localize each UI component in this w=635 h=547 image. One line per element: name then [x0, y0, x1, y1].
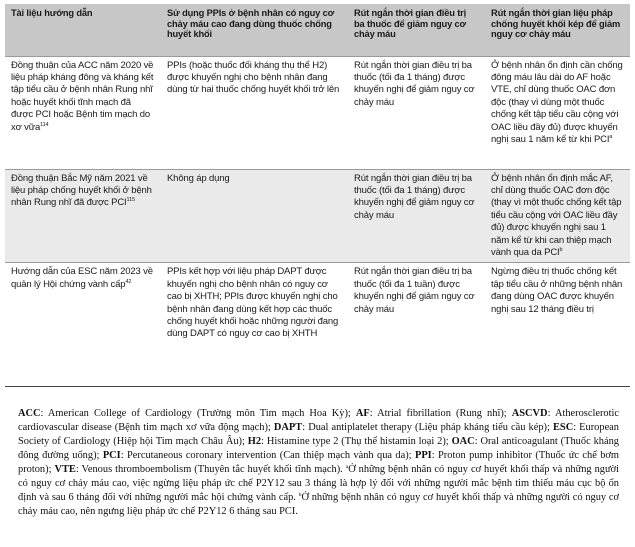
cell-ppi: PPIs (hoặc thuốc đối kháng thụ thể H2) được khuyến nghị cho bệnh nhân đang dùng từ hai thuốc chống huyết khối trở lên — [161, 56, 348, 169]
footnote-mark-a: a — [345, 464, 349, 470]
cell-dual-therapy: Ngừng điều trị thuốc chống kết tập tiểu cầu ở những bệnh nhân đang dùng OAC được khuyến nghị sau 12 tháng điều trị — [485, 263, 630, 387]
footnote-note-a: Ở những bệnh nhân có nguy cơ huyết khối thấp và những người có nguy cơ chảy máu cao, việc ngừng liệu pháp ức chế P2Y12 sau 3 tháng là hợp lý đối với những người mắc bệnh tim thiếu máu cục bộ ổn định và sau 6 tháng đối với những người mắc hội chứng vành cấp. — [18, 464, 620, 503]
footnote-note-b: Ở những bệnh nhân có nguy cơ huyết khối thấp và những người có nguy cơ chảy máu cao, nên ngưng liệu pháp ức chế P2Y12 6 tháng sau PCI. — [18, 492, 619, 517]
cell-dual-therapy: Ở bệnh nhân ổn định mắc AF, chỉ dùng thuốc OAC đơn độc (thay vì một thuốc chống kết tập tiểu cầu cộng với OAC liều đầy đủ) được khuyến nghị sau 1 năm kể từ khi can thiệp mạch vành qua da PCI$^b$ — [485, 169, 630, 263]
reference-mark: 115 — [126, 197, 135, 204]
cell-ppi: Không áp dụng — [161, 169, 348, 263]
cell-triple-therapy: Rút ngắn thời gian điều trị ba thuốc (tối đa 1 tháng) được khuyến nghị để giảm nguy cơ chảy máu — [348, 56, 485, 169]
cell-triple-therapy: Rút ngắn thời gian điều trị ba thuốc (tối đa 1 tuần) được khuyến nghị để giảm nguy cơ chảy máu — [348, 263, 485, 387]
cell-dual-therapy: Ở bệnh nhân ổn định cần chống đông máu lâu dài do AF hoặc VTE, chỉ dùng thuốc OAC đơn độc (thay vì dùng một thuốc chống kết tập tiểu cầu cộng với OAC liều đầy đủ) được khuyến nghị sau 1 năm kể từ khi PCI$^a$ — [485, 56, 630, 169]
header-triple-therapy: Rút ngắn thời gian điều trị ba thuốc để giảm nguy cơ chảy máu — [348, 4, 485, 56]
cell-triple-therapy: Rút ngắn thời gian điều trị ba thuốc (tối đa 1 tháng) được khuyến nghị để giảm nguy cơ chảy máu — [348, 169, 485, 263]
guideline-table-container — [5, 4, 630, 400]
footnote-mark: a — [609, 133, 613, 140]
header-guideline: Tài liệu hướng dẫn — [5, 4, 161, 56]
table-row — [5, 56, 630, 169]
cell-guideline: Đồng thuận của ACC năm 2020 về liệu pháp kháng đông và kháng kết tập tiểu cầu ở bệnh nhân Rung nhĩ hoặc huyết khối tĩnh mạch đã được PCI hoặc Bệnh tim mạch do xơ vữa$^{114}$ — [5, 56, 161, 169]
footnote-abbreviations: ACC: American College of Cardiology (Trường môn Tim mạch Hoa Kỳ); AF: Atrial fibrillation (Rung nhĩ); ASCVD: Atherosclerotic cardiovascular disease (Bệnh tim mạch xơ vữa động mạch); DAPT: Dual antiplatelet therapy (Liệu pháp kháng tiểu cầu kép); ESC: European Society of Cardiology (Hiệp hội Tim mạch Châu Âu); H2: Histamine type 2 (Thụ thể histamin loại 2); OAC: Oral anticoagulant (Thuốc kháng đông đường uống); PCI: Percutaneous coronary intervention (Can thiệp mạch vành qua da); PPI: Proton pump inhibitor (Thuốc ức chế bơm proton); VTE: Venous thromboembolism (Thuyên tắc huyết khối tĩnh mạch). — [18, 408, 620, 475]
header-ppi: Sử dụng PPIs ở bệnh nhân có nguy cơ chảy máu cao đang dùng thuốc chống huyết khối — [161, 4, 348, 56]
cell-ppi: PPIs kết hợp với liệu pháp DAPT được khuyến nghị cho bệnh nhân có nguy cơ cao bị XHTH; PPIs được khuyến nghị cho bệnh nhân đang dùng kết hợp các thuốc chống huyết khối hoặc những người đang dùng DAPT có nguy cơ cao bị XHTH — [161, 263, 348, 387]
table-row — [5, 169, 630, 263]
footnote-mark-b: b — [298, 492, 302, 498]
table-footnote — [18, 407, 619, 519]
table-header-row — [5, 4, 630, 56]
cell-guideline: Đồng thuận Bắc Mỹ năm 2021 về liệu pháp chống huyết khối ở bệnh nhân Rung nhĩ đã được PCI$^{115}$ — [5, 169, 161, 263]
footnote-mark: b — [559, 246, 563, 253]
table-row — [5, 263, 630, 387]
header-dual-therapy: Rút ngắn thời gian liệu pháp chống huyết khối kép để giảm nguy cơ chảy máu — [485, 4, 630, 56]
guideline-table — [5, 4, 630, 387]
reference-mark: 114 — [40, 121, 49, 128]
reference-mark: 42 — [125, 278, 132, 285]
cell-guideline: Hướng dẫn của ESC năm 2023 về quản lý Hội chứng vành cấp$^{42}$ — [5, 263, 161, 387]
